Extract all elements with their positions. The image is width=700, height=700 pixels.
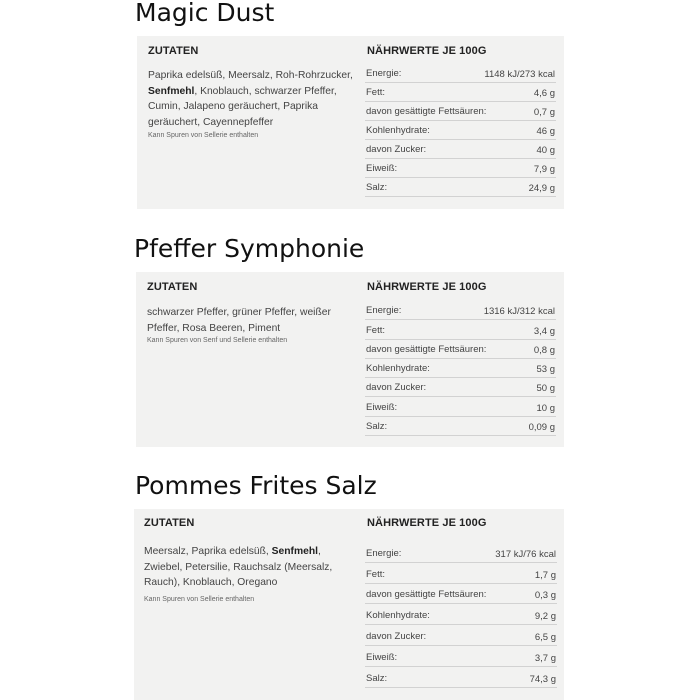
ingredients-heading: ZUTATEN [148,45,199,57]
nutrition-value: 40 g [536,145,555,156]
product-title: Pfeffer Symphonie [134,234,365,263]
allergen-highlight: Senfmehl [271,546,318,557]
nutrition-row [365,320,556,339]
nutrition-row [365,604,557,625]
product-title: Pommes Frites Salz [135,471,377,500]
nutrition-label: davon Zucker: [366,144,427,155]
product-info-panel [136,272,564,447]
ingredients-segment: , Knoblauch, schwarzer Pfeffer, [194,85,337,97]
nutrition-row [365,359,556,378]
nutrition-row [365,542,557,563]
nutrition-value: 24,9 g [528,183,555,194]
nutrition-value: 1,7 g [534,569,556,581]
ingredients-text [147,305,359,336]
nutrition-label: Fett: [366,324,386,336]
ingredients-segment: Cumin, Jalapeno geräuchert, Paprika [148,101,318,112]
nutrition-label: davon Zucker: [366,382,427,394]
nutrition-row [365,301,556,320]
ingredients-heading: ZUTATEN [144,517,195,529]
nutrition-row [365,102,556,121]
ingredients-line [148,68,358,84]
nutrition-value: 74,3 g [529,673,556,685]
nutrition-label: Eiweiß: [366,401,398,413]
nutrition-row [365,64,556,83]
nutrition-value: 7,9 g [533,164,555,175]
nutrition-table [365,64,556,200]
nutrition-label: Kohlenhydrate: [366,363,430,375]
nutrition-label: Energie: [366,68,402,79]
nutrition-value: 50 g [536,383,555,395]
nutrition-value: 9,2 g [534,611,556,623]
ingredients-text [144,544,359,591]
ingredients-line [144,560,359,576]
ingredients-line [148,115,358,131]
nutrition-row [365,121,556,140]
ingredients-segment: geräuchert, Cayennepfeffer [148,116,274,128]
ingredients-line [148,84,358,100]
nutrition-value: 1316 kJ/312 kcal [483,306,555,318]
nutrition-label: Fett: [366,87,386,98]
nutrition-label: Kohlenhydrate: [366,125,430,136]
nutrition-row [365,398,556,417]
ingredients-line [147,321,359,337]
nutrition-row [365,625,557,646]
product-info-panel [137,36,564,209]
ingredients-segment: Paprika edelsüß, Meersalz, Roh-Rohrzucker, [148,70,353,81]
nutrition-value: 0,09 g [528,422,555,434]
ingredients-line [144,575,359,591]
ingredients-line [147,305,359,321]
nutrition-row [365,646,557,667]
nutrition-value: 53 g [536,364,555,376]
nutrition-value: 1148 kJ/273 kcal [484,69,555,80]
nutrition-value: 4,6 g [533,88,555,99]
nutrition-label: Fett: [366,568,386,580]
ingredients-segment: , [317,546,321,557]
nutrition-label: davon gesättigte Fettsäuren: [366,106,487,117]
allergen-note: Kann Spuren von Sellerie enthalten [144,596,255,603]
ingredients-segment: schwarzer Pfeffer, grüner Pfeffer, weißer [147,307,331,318]
nutrition-heading: NÄHRWERTE JE 100G [367,45,487,57]
ingredients-text [148,68,358,130]
product-title: Magic Dust [135,0,275,27]
nutrition-label: Eiweiß: [366,163,398,174]
nutrition-heading: NÄHRWERTE JE 100G [367,281,487,293]
nutrition-label: davon gesättigte Fettsäuren: [366,343,487,355]
nutrition-label: Eiweiß: [366,651,398,663]
nutrition-value: 6,5 g [534,631,556,643]
nutrition-row [365,140,556,159]
nutrition-value: 317 kJ/76 kcal [495,548,556,560]
allergen-note: Kann Spuren von Sellerie enthalten [148,132,259,139]
nutrition-row [365,178,556,197]
ingredients-segment: Rauch), Knoblauch, Oregano [144,577,278,588]
nutrition-table [365,301,556,438]
nutrition-row [365,83,556,102]
nutrition-label: Salz: [366,182,388,193]
ingredients-segment: Meersalz, Paprika edelsüß, [144,546,272,557]
nutrition-table [365,542,557,689]
nutrition-label: Salz: [366,672,388,684]
nutrition-label: davon gesättigte Fettsäuren: [366,589,487,601]
nutrition-row [365,584,557,605]
nutrition-row [365,417,556,436]
nutrition-value: 0,7 g [533,107,555,118]
ingredients-line [148,99,358,115]
nutrition-label: Salz: [366,421,388,433]
nutrition-label: Energie: [366,547,402,559]
ingredients-segment: Pfeffer, Rosa Beeren, Piment [147,322,281,334]
nutrition-value: 3,7 g [534,652,556,664]
nutrition-value: 10 g [536,402,555,414]
allergen-note: Kann Spuren von Senf und Sellerie enthalten [147,337,288,344]
ingredients-line [144,544,359,560]
product-info-panel [134,509,564,700]
nutrition-row [365,159,556,178]
nutrition-row [365,340,556,359]
nutrition-heading: NÄHRWERTE JE 100G [367,517,487,529]
ingredients-segment: Zwiebel, Petersilie, Rauchsalz (Meersalz, [144,561,333,573]
nutrition-label: Energie: [366,305,402,317]
nutrition-row [365,378,556,397]
nutrition-value: 46 g [536,126,555,137]
nutrition-row [365,563,557,584]
nutrition-value: 3,4 g [533,325,555,337]
ingredients-heading: ZUTATEN [147,281,198,293]
allergen-highlight: Senfmehl [148,85,195,97]
nutrition-row [365,667,557,688]
nutrition-value: 0,3 g [534,590,556,602]
nutrition-label: Kohlenhydrate: [366,610,430,622]
nutrition-value: 0,8 g [533,344,555,356]
nutrition-label: davon Zucker: [366,630,427,642]
